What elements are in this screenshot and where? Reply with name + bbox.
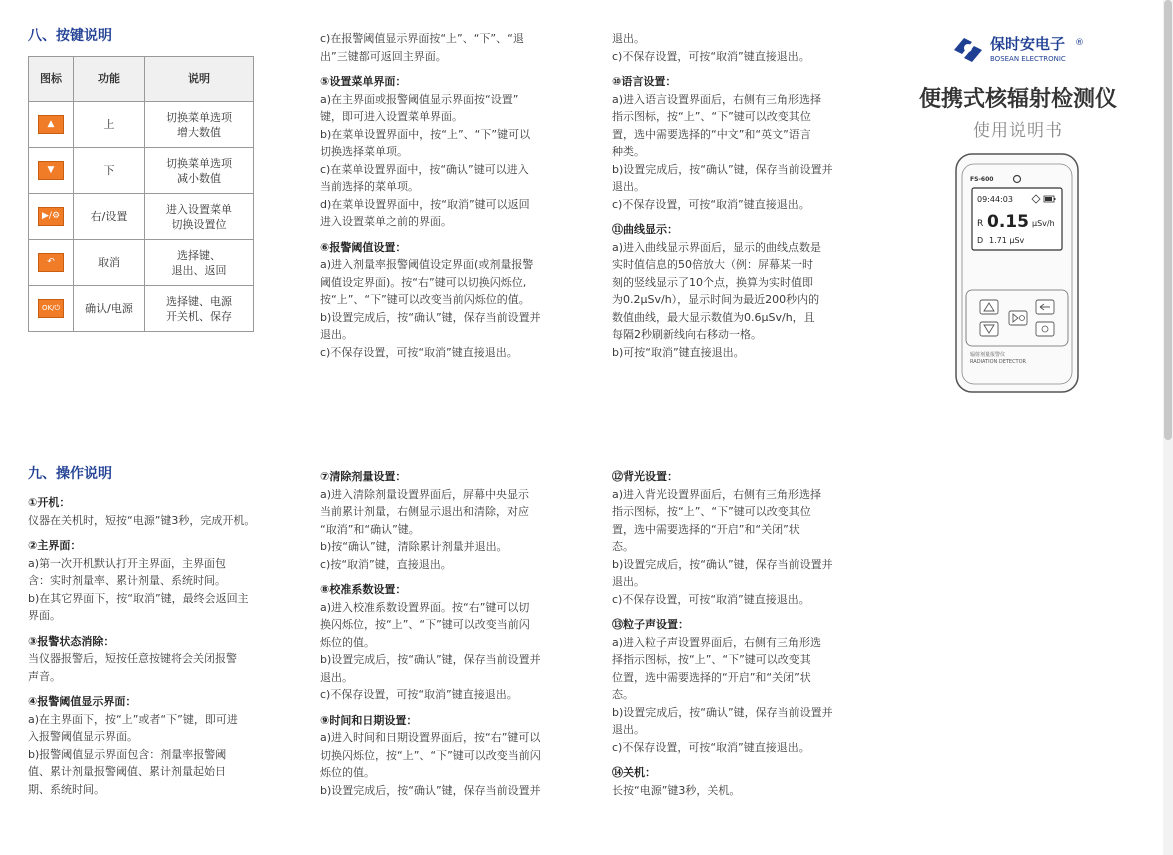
subsection-title: ⑫背光设置：	[612, 470, 678, 483]
device-right-button	[1009, 311, 1027, 325]
subsection-title: ⑩语言设置：	[612, 75, 677, 88]
text-line: 为0.2μSv/h），显示时间为最近200秒内的	[612, 293, 820, 306]
subsection-title: ②主界面：	[28, 539, 82, 552]
brand-registered: ®	[1075, 38, 1084, 48]
ok-power-icon: OK/⏻	[38, 299, 64, 318]
device-illustration	[954, 152, 1080, 394]
down-arrow-icon: ▼	[38, 161, 64, 180]
text-line: b)设置完成后，按“确认”键，保存当前设置并	[612, 705, 833, 719]
text-line: 态。	[612, 688, 634, 701]
table-row	[29, 240, 254, 286]
text-line: 键，即可进入设置菜单界面。	[320, 110, 463, 123]
text-line: 进入设置菜单之前的界面。	[320, 215, 452, 228]
text-line: b)设置完成后，按“确认”键，保存当前设置并	[320, 653, 541, 666]
text-line: 声音。	[28, 669, 61, 683]
section-8-title: 八、按键说明	[28, 28, 112, 44]
text-line: d)在菜单设置界面中，按“取消”键可以返回	[320, 197, 530, 211]
text-line: 含：实时剂量率、累计剂量、系统时间。	[28, 574, 226, 587]
text-line: 指示图标，按“上”、“下”键可以改变其位	[612, 505, 811, 518]
device-model: FS-600	[970, 176, 994, 183]
text-line: c)在报警阈值显示界面按“上”、“下”、“退	[320, 32, 524, 45]
section-9-title: 九、操作说明	[28, 466, 112, 482]
subsection-title: ③报警状态消除：	[28, 634, 115, 648]
device-label-cn: 辐射剂量报警仪	[970, 352, 1006, 358]
table-row	[29, 102, 254, 148]
text-line: 置，选中需要选择的“开启”和“关闭”状	[612, 522, 800, 536]
text-line: a)第一次开机默认打开主界面，主界面包	[28, 556, 227, 570]
function-cell: 右/设置	[74, 194, 145, 240]
text-line: a)进入剂量率报警阈值设定界面(或剂量报警	[320, 258, 534, 271]
table-row	[29, 148, 254, 194]
text-line: 位置，选中需要选择的“开启”和“关闭”状	[612, 670, 811, 684]
device-label-en: RADIATION DETECTOR	[970, 359, 1027, 365]
text-line: a)进入时间和日期设置界面后，按“右”键可以	[320, 731, 541, 744]
back-arrow-icon: ↶	[38, 253, 64, 272]
key-table-header	[29, 57, 254, 102]
text-line: 当仪器报警后，短按任意按键将会关闭报警	[28, 652, 237, 665]
text-line: 退出。	[612, 32, 645, 45]
brand-logo	[948, 30, 1108, 66]
text-line: 阈值设定界面)。按“右”键可以切换闪烁位,	[320, 275, 527, 289]
text-line: c)不保存设置，可按“取消”键直接退出。	[612, 49, 810, 63]
function-cell: 上	[74, 102, 145, 148]
vertical-scrollbar[interactable]	[1163, 0, 1173, 855]
text-line: 择指示图标，按“上”、“下”键可以改变其	[612, 653, 811, 666]
function-cell: 下	[74, 148, 145, 194]
subsection-title: ①开机：	[28, 496, 71, 509]
header-icon: 图标	[29, 57, 74, 102]
column-2-lower	[320, 468, 560, 803]
text-line: 数值曲线，最大显示数值为0.6μSv/h，且	[612, 310, 815, 324]
text-line: 界面。	[28, 609, 61, 622]
text-line: 切换闪烁位，按“上”、“下”键可以改变当前闪	[320, 748, 541, 762]
text-line: 换闪烁位，按“上”、“下”键可以改变当前闪	[320, 618, 530, 631]
key-table	[28, 56, 254, 332]
text-line: c)不保存设置，可按“取消”键直接退出。	[612, 740, 810, 754]
text-line: a)进入校准系数设置界面。按“右”键可以切	[320, 600, 530, 614]
text-line: c)按“取消”键，直接退出。	[320, 557, 452, 571]
desc-line: 切换设置位	[171, 217, 227, 231]
text-line: 退出。	[612, 180, 645, 193]
text-line: b)在其它界面下，按“取消”键，最终会返回主	[28, 591, 249, 605]
text-line: 入报警阈值显示界面。	[28, 730, 138, 743]
text-line: 指示图标，按“上”、“下”键可以改变其位	[612, 110, 811, 123]
up-arrow-icon: ▲	[38, 115, 64, 134]
text-line: 按“上”、“下”键可以改变当前闪烁位的值。	[320, 293, 530, 306]
table-row	[29, 194, 254, 240]
text-line: b)按“确认”键，清除累计剂量并退出。	[320, 540, 508, 553]
subsection-title: ⑨时间和日期设置：	[320, 713, 418, 727]
column-2	[320, 30, 560, 365]
text-line: 实时值信息的50倍放大（例：屏幕某一时	[612, 258, 813, 271]
text-line: c)不保存设置，可按“取消”键直接退出。	[612, 197, 810, 211]
text-line: “取消”和“确认”键。	[320, 522, 420, 536]
desc-line: 开关机、保存	[166, 309, 232, 323]
text-line: a)进入粒子声设置界面后，右侧有三角形选	[612, 635, 822, 649]
desc-line: 进入设置菜单	[166, 202, 232, 216]
screen-dose-rate: 0.15	[987, 212, 1029, 232]
brand-name-en: BOSEAN ELECTRONIC	[990, 55, 1066, 63]
text-line: 当前累计剂量，右侧显示退出和清除，对应	[320, 505, 529, 518]
text-line: 烁位的值。	[320, 635, 375, 649]
text-line: b)在菜单设置界面中，按“上”、“下”键可以	[320, 127, 531, 141]
text-line: 置，选中需要选择的“中文”和“英文”语言	[612, 127, 811, 141]
subsection-title: ⑧校准系数设置：	[320, 583, 407, 596]
screen-dose: 1.71 μSv	[989, 236, 1025, 245]
text-line: b)设置完成后，按“确认”键，保存当前设置并	[612, 557, 833, 571]
screen-d-label: D	[977, 236, 984, 245]
text-line: 种类。	[612, 145, 645, 158]
column-1	[28, 26, 258, 332]
text-line: c)不保存设置，可按“取消”键直接退出。	[320, 345, 518, 359]
brand-name-cn: 保时安电子	[990, 35, 1066, 53]
text-line: 态。	[612, 540, 634, 553]
right-settings-icon: ▶/⚙	[38, 207, 64, 226]
desc-line: 选择键、电源	[166, 294, 232, 308]
logo-mark-icon	[954, 38, 982, 62]
device-back-button	[1036, 300, 1054, 314]
table-row	[29, 286, 254, 332]
subsection-title: ⑥报警阈值设置：	[320, 240, 407, 254]
text-line: 仪器在关机时，短按“电源”键3秒，完成开机。	[28, 513, 256, 527]
text-line: b)设置完成后，按“确认”键，保存当前设置并	[612, 162, 833, 176]
device-ok-button	[1036, 322, 1054, 336]
text-line: 切换选择菜单项。	[320, 145, 408, 158]
text-line: 退出。	[612, 575, 645, 588]
desc-line: 退出、返回	[171, 263, 227, 277]
device-down-button	[980, 322, 998, 336]
header-description: 说明	[145, 57, 254, 102]
text-line: b)设置完成后，按“确认”键，保存当前设置并	[320, 310, 541, 324]
text-line: b)可按“取消”键直接退出。	[612, 345, 745, 359]
column-3-lower	[612, 468, 852, 803]
subsection-title: ⑪曲线显示：	[612, 223, 678, 236]
text-line: a)在主界面或报警阈值显示界面按“设置”	[320, 92, 519, 106]
text-line: 长按“电源”键3秒，关机。	[612, 783, 741, 797]
subsection-title: ⑭关机：	[612, 766, 656, 779]
subsection-title: ⑤设置菜单界面：	[320, 75, 407, 88]
text-line: 退出。	[320, 670, 353, 684]
header-function: 功能	[74, 57, 145, 102]
text-line: 刻的竖线显示了10个点，换算为实时值即	[612, 275, 813, 289]
screen-r-label: R	[977, 219, 984, 229]
desc-line: 减小数值	[177, 171, 221, 185]
text-line: 退出。	[612, 723, 645, 736]
device-up-button	[980, 300, 998, 314]
desc-line: 增大数值	[177, 125, 221, 139]
subsection-title: ⑬粒子声设置：	[612, 618, 689, 631]
document-title: 便携式核辐射检测仪	[918, 87, 1117, 112]
desc-line: 切换菜单选项	[166, 110, 232, 124]
text-line: 期、系统时间。	[28, 782, 105, 796]
desc-line: 选择键、	[177, 248, 221, 262]
text-line: a)进入语言设置界面后，右侧有三角形选择	[612, 92, 822, 106]
subsection-title: ④报警阈值显示界面：	[28, 695, 137, 708]
function-cell: 取消	[74, 240, 145, 286]
text-line: a)进入曲线显示界面后，显示的曲线点数是	[612, 240, 822, 254]
text-line: 出”三键都可返回主界面。	[320, 49, 447, 63]
text-line: a)进入清除剂量设置界面后，屏幕中央显示	[320, 487, 530, 501]
subsection-title: ⑦清除剂量设置：	[320, 470, 407, 483]
column-3	[612, 30, 852, 365]
screen-dose-rate-unit: μSv/h	[1032, 219, 1055, 228]
text-line: c)不保存设置，可按“取消”键直接退出。	[612, 592, 810, 606]
text-line: a)进入背光设置界面后，右侧有三角形选择	[612, 487, 822, 501]
text-line: c)在菜单设置界面中，按“确认”键可以进入	[320, 162, 529, 176]
desc-line: 切换菜单选项	[166, 156, 232, 170]
text-line: 每隔2秒刷新线向右移动一格。	[612, 328, 762, 341]
text-line: 当前选择的菜单项。	[320, 180, 419, 193]
text-line: 值、累计剂量报警阈值、累计剂量起始日	[28, 765, 226, 778]
text-line: a)在主界面下，按“上”或者“下”键，即可进	[28, 712, 238, 726]
text-line: c)不保存设置，可按“取消”键直接退出。	[320, 688, 518, 701]
screen-time: 09:44:03	[977, 195, 1013, 204]
column-1-lower	[28, 464, 260, 802]
scrollbar-thumb[interactable]	[1164, 0, 1172, 440]
text-line: 烁位的值。	[320, 766, 375, 779]
document-subtitle: 使用说明书	[973, 121, 1063, 141]
text-line: b)设置完成后，按“确认”键，保存当前设置并	[320, 783, 541, 797]
function-cell: 确认/电源	[74, 286, 145, 332]
text-line: b)报警阈值显示界面包含：剂量率报警阈	[28, 747, 227, 761]
text-line: 退出。	[320, 328, 353, 341]
